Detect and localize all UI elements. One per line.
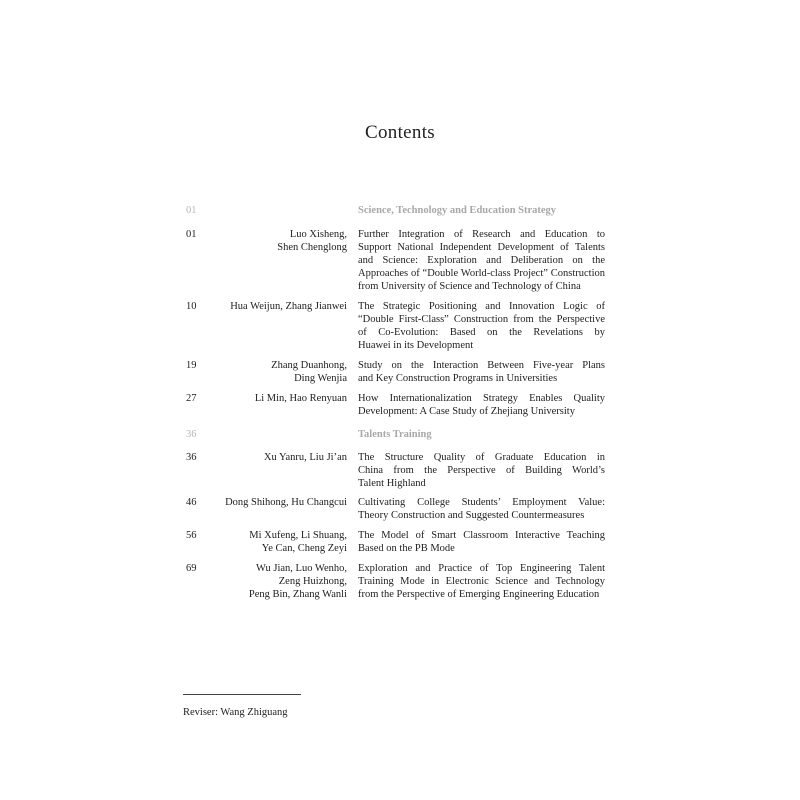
article-title-line: The Strategic Positioning and Innovation Logic of <box>358 301 605 312</box>
section-title: Talents Training <box>358 429 432 440</box>
article-title-line: Support National Independent Development of Talents <box>358 242 605 253</box>
author-line: Wu Jian, Luo Wenho, <box>256 563 347 574</box>
article-title-line: Cultivating College Students’ Employment Value: <box>358 497 605 508</box>
article-title-line: from University of Science and Technology of China <box>358 281 581 292</box>
author-line: Hua Weijun, Zhang Jianwei <box>230 301 347 312</box>
footnote-divider <box>183 694 301 695</box>
article-title-line: Further Integration of Research and Education to <box>358 229 605 240</box>
article-title-line: and Key Construction Programs in Universities <box>358 373 558 384</box>
authors <box>205 392 347 405</box>
article-title <box>358 359 605 385</box>
authors <box>205 529 347 555</box>
author-line: Zeng Huizhong, <box>278 576 347 587</box>
article-title-line: Huawei in its Development <box>358 340 474 351</box>
page-number: 19 <box>186 360 197 371</box>
authors <box>205 228 347 254</box>
page-number: 36 <box>186 429 197 440</box>
article-title <box>358 451 605 490</box>
page-number: 46 <box>186 497 197 508</box>
page-number: 01 <box>186 205 197 216</box>
article-title-line: Development: A Case Study of Zhejiang University <box>358 406 575 417</box>
author-line: Luo Xisheng, <box>289 229 347 240</box>
page-number: 10 <box>186 301 197 312</box>
article-title-line: Approaches of “Double World-class Project” Construction <box>358 268 605 279</box>
article-title <box>358 228 605 293</box>
section-title: Science, Technology and Education Strategy <box>358 205 557 216</box>
author-line: Peng Bin, Zhang Wanli <box>248 589 347 600</box>
author-line: Zhang Duanhong, <box>271 360 347 371</box>
page-title: Contents <box>365 122 435 143</box>
author-line: Ye Can, Cheng Zeyi <box>261 543 347 554</box>
article-title <box>358 529 605 555</box>
article-title-line: Exploration and Practice of Top Engineering Talent <box>358 563 605 574</box>
article-title-line: The Structure Quality of Graduate Education in <box>358 452 605 463</box>
article-title <box>358 300 605 352</box>
author-line: Dong Shihong, Hu Changcui <box>225 497 347 508</box>
author-line: Shen Chenglong <box>277 242 347 253</box>
article-title-line: Based on the PB Mode <box>358 543 455 554</box>
author-line: Ding Wenjia <box>294 373 347 384</box>
page-number: 56 <box>186 530 197 541</box>
article-title-line: China from the Perspective of Building World’s <box>358 465 605 476</box>
article-title-line: of Co-Evolution: Based on the Revelations by <box>358 327 605 338</box>
article-title-line: How Internationalization Strategy Enables Quality <box>358 393 605 404</box>
authors <box>205 496 347 509</box>
article-title-line: Talent Highland <box>358 478 426 489</box>
authors <box>205 300 347 313</box>
article-title-line: Theory Construction and Suggested Countermeasures <box>358 510 585 521</box>
page-number: 27 <box>186 393 197 404</box>
article-title <box>358 562 605 601</box>
author-line: Xu Yanru, Liu Ji’an <box>263 452 347 463</box>
authors <box>205 359 347 385</box>
author-line: Mi Xufeng, Li Shuang, <box>249 530 347 541</box>
article-title-line: The Model of Smart Classroom Interactive Teaching <box>358 530 605 541</box>
article-title <box>358 392 605 418</box>
article-title <box>358 496 605 522</box>
article-title-line: from the Perspective of Emerging Engineering Education <box>358 589 600 600</box>
article-title-line: Study on the Interaction Between Five-year Plans <box>358 360 605 371</box>
authors <box>205 562 347 601</box>
article-title-line: and Science: Exploration and Deliberation on the <box>358 255 605 266</box>
page-number: 01 <box>186 229 197 240</box>
page-number: 69 <box>186 563 197 574</box>
reviser-note: Reviser: Wang Zhiguang <box>183 707 288 718</box>
authors <box>205 451 347 464</box>
author-line: Li Min, Hao Renyuan <box>254 393 347 404</box>
article-title-line: Training Mode in Electronic Science and Technology <box>358 576 605 587</box>
article-title-line: “Double First-Class” Construction from the Perspective <box>358 314 605 325</box>
page-number: 36 <box>186 452 197 463</box>
